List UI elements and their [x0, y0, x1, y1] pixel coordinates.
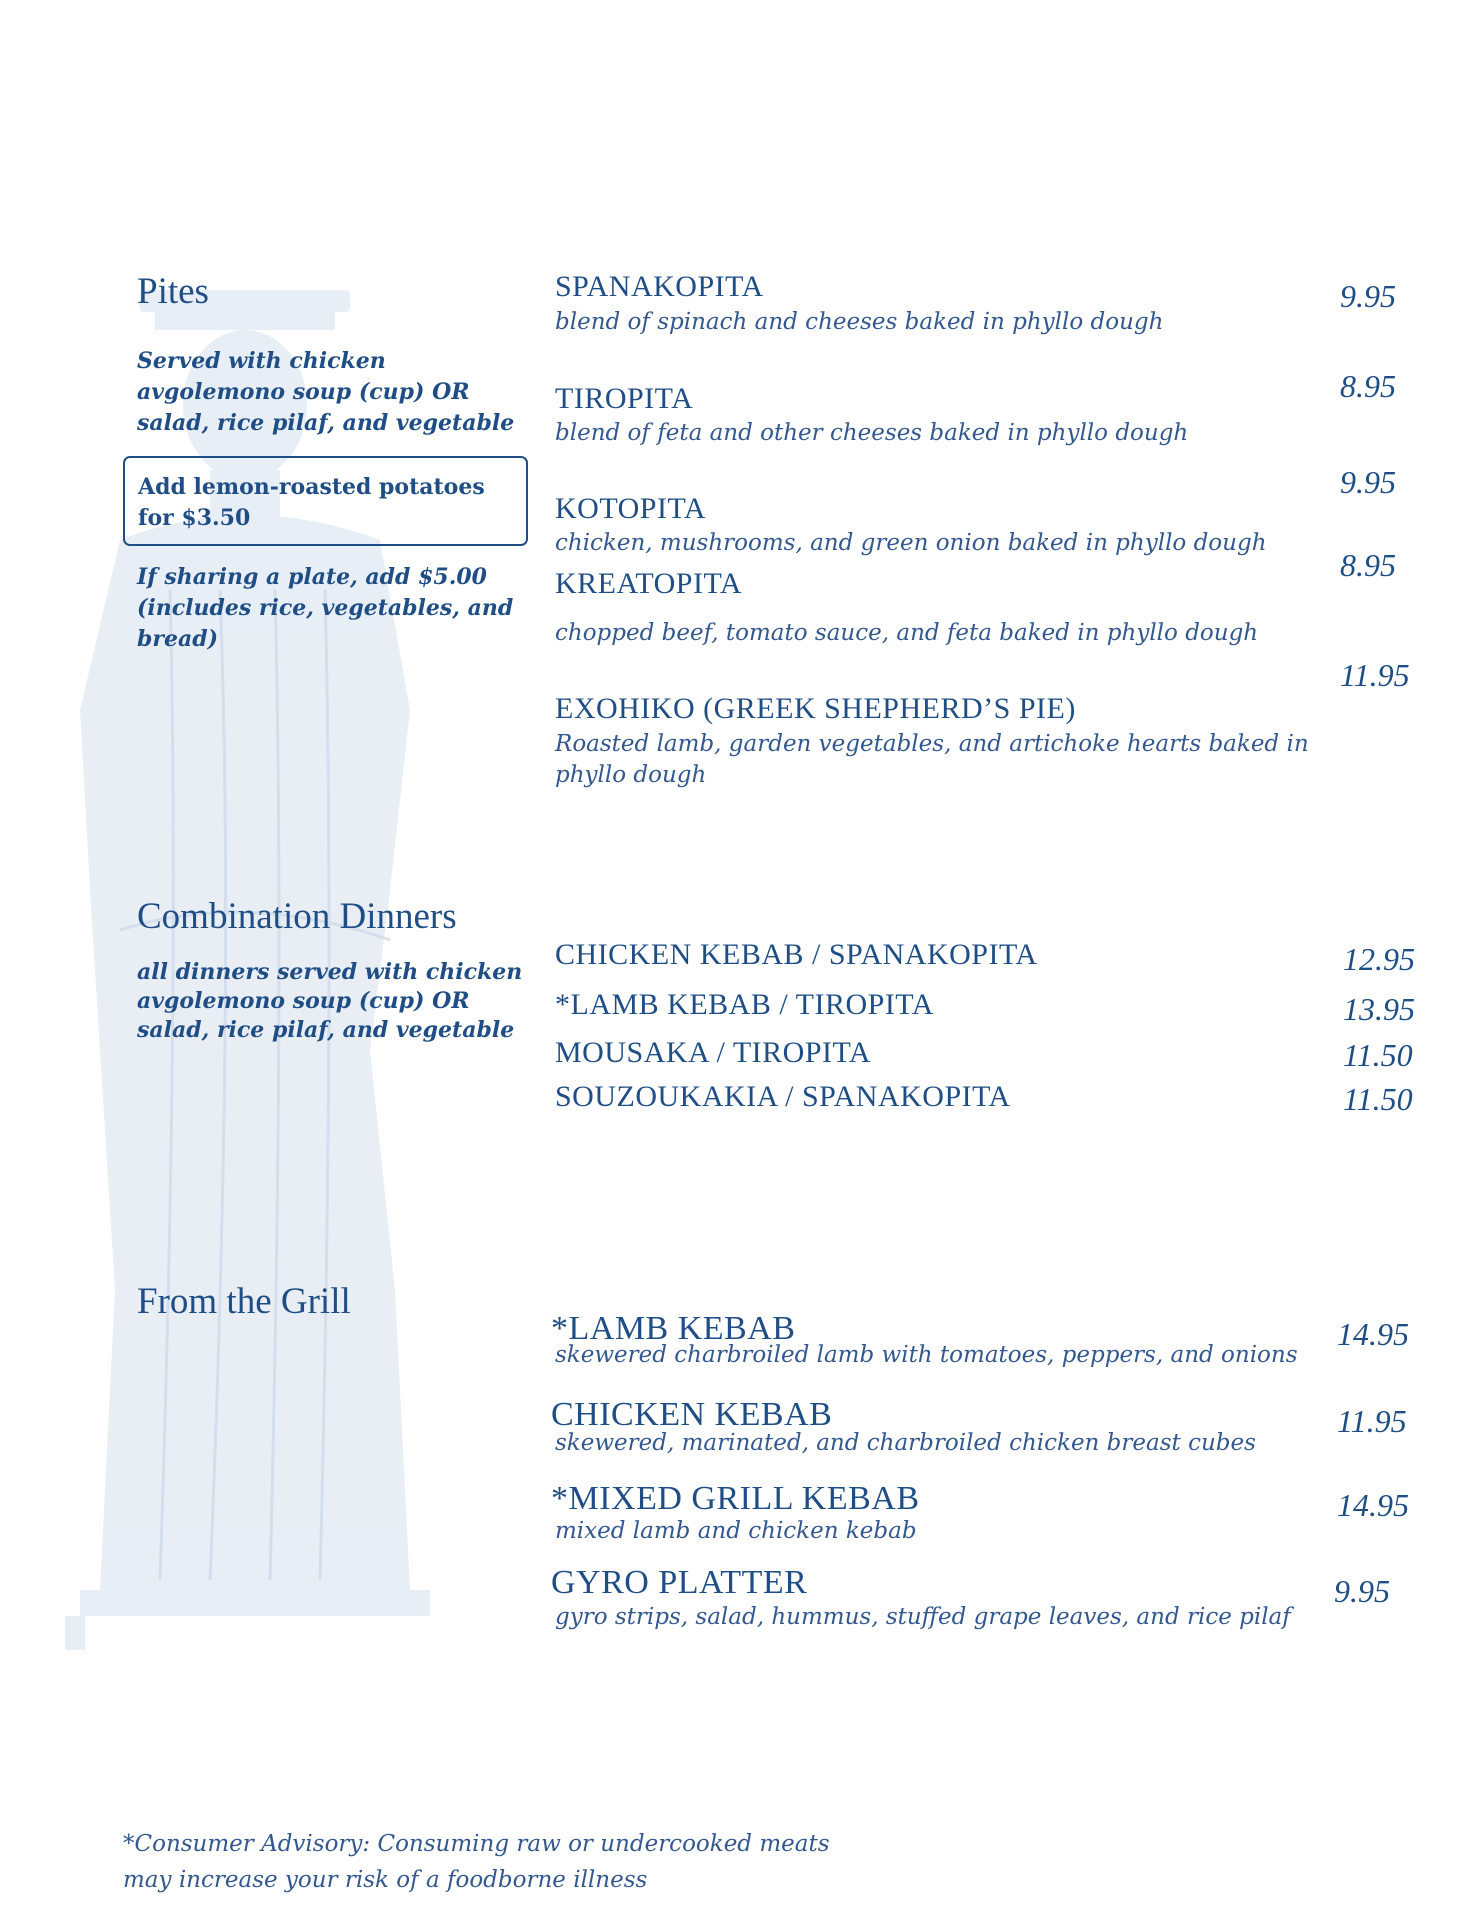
section-title-from-the-grill: From the Grill: [137, 1281, 351, 1322]
menu-item-price: 8.95: [1340, 368, 1396, 404]
menu-item-name: *LAMB KEBAB: [551, 1310, 796, 1347]
menu-item-price: 9.95: [1340, 464, 1396, 500]
menu-item-name: TIROPITA: [555, 382, 694, 415]
menu-item-desc: blend of feta and other cheeses baked in phyllo dough: [555, 420, 1189, 446]
menu-item-name: CHICKEN KEBAB / SPANAKOPITA: [555, 938, 1038, 971]
menu-item-price: 14.95: [1337, 1316, 1409, 1352]
menu-item-price: 11.50: [1343, 1081, 1413, 1117]
menu-item-desc: gyro strips, salad, hummus, stuffed grape leaves, and rice pilaf: [555, 1604, 1291, 1630]
menu-item-price: 8.95: [1340, 547, 1396, 583]
menu-item-desc: blend of spinach and cheeses baked in phyllo dough: [555, 309, 1164, 335]
menu-item-name: SPANAKOPITA: [555, 270, 764, 303]
menu-item-name: KOTOPITA: [555, 492, 707, 525]
combo-served-note: all dinners served with chicken avgolemono soup (cup) OR salad, rice pilaf, and vegetable: [137, 959, 523, 1043]
section-title-combination-dinners: Combination Dinners: [137, 896, 457, 937]
menu-item-name: KREATOPITA: [555, 567, 743, 600]
advisory-line: may increase your risk of a foodborne illness: [123, 1867, 648, 1893]
menu-item-name: MOUSAKA / TIROPITA: [555, 1036, 872, 1069]
menu-item-name: GYRO PLATTER: [551, 1564, 808, 1601]
pites-served-note: Served with chicken avgolemono soup (cup) OR salad, rice pilaf, and vegetable: [137, 348, 515, 436]
menu-item-name: CHICKEN KEBAB: [551, 1396, 833, 1433]
menu-item-price: 9.95: [1340, 278, 1396, 314]
menu-item-desc: skewered charbroiled lamb with tomatoes, peppers, and onions: [555, 1342, 1298, 1368]
menu-item-desc: mixed lamb and chicken kebab: [555, 1518, 917, 1544]
menu-item-price: 11.95: [1337, 1403, 1407, 1439]
menu-item-price: 13.95: [1343, 991, 1415, 1027]
menu-item-price: 11.95: [1340, 657, 1410, 693]
menu-item-price: 14.95: [1337, 1487, 1409, 1523]
menu-item-name: *LAMB KEBAB / TIROPITA: [555, 988, 934, 1021]
pites-addon-note: Add lemon-roasted potatoes for $3.50: [123, 456, 528, 546]
consumer-advisory: [123, 1826, 923, 1898]
menu-item-price: 9.95: [1334, 1573, 1390, 1609]
menu-item-name: SOUZOUKAKIA / SPANAKOPITA: [555, 1080, 1011, 1113]
menu-item-price: 12.95: [1343, 941, 1415, 977]
menu-item-desc: chicken, mushrooms, and green onion baked in phyllo dough: [555, 530, 1267, 556]
menu-item-name: *MIXED GRILL KEBAB: [551, 1480, 920, 1517]
section-title-pites: Pites: [137, 271, 209, 312]
menu-item-desc: skewered, marinated, and charbroiled chicken breast cubes: [555, 1430, 1256, 1456]
menu-item-desc: chopped beef, tomato sauce, and feta baked in phyllo dough: [555, 620, 1259, 646]
menu-item-name: EXOHIKO (GREEK SHEPHERD’S PIE): [555, 692, 1076, 725]
advisory-line: *Consumer Advisory: Consuming raw or undercooked meats: [123, 1831, 830, 1857]
menu-item-price: 11.50: [1343, 1037, 1413, 1073]
pites-sharing-note: If sharing a plate, add $5.00 (includes rice, vegetables, and bread): [137, 564, 514, 652]
menu-item-desc: Roasted lamb, garden vegetables, and artichoke hearts baked in phyllo dough: [555, 731, 1309, 788]
